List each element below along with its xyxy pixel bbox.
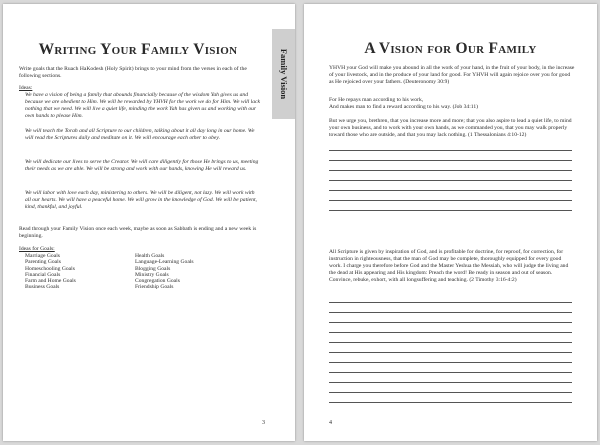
section-tab	[272, 29, 295, 119]
read-through-text: Read through your Family Vision once each week, maybe as soon as Sabbath is ending and a new week is beginning.	[19, 226, 257, 239]
left-page	[3, 4, 295, 441]
intro-text: Write goals that the Ruach HaKodesh (Holy Spirit) brings to your mind from the verses in each of the following sections.	[19, 66, 247, 79]
idea-paragraph: We will teach the Torah and all Scripture to our children, talking about it all day long in our home. We will read the Scriptures daily and meditate on it. We will encourage each other to obey.	[25, 128, 255, 141]
goal-item: Blogging Goals	[135, 265, 171, 272]
verse-text: All Scripture is given by inspiration of God, and is profitable for doctrine, for reproof, for correction, for instruction in righteousness, that the man of God may be complete, thoroughly equipped for every good work. I charge you therefore before God and the Master Yeshua the Messiah, who will judge the living and the dead at His appearing and His kingdom: Preach the word! Be ready in season and out of season. Convince, rebuke, exhort, with all longsuffering and teaching. (2 Timothy 3:16-4:2)	[329, 249, 569, 283]
writing-line	[329, 352, 572, 353]
goal-item: Congregation Goals	[135, 278, 180, 285]
writing-line	[329, 170, 572, 171]
writing-line	[329, 190, 572, 191]
writing-line	[329, 362, 572, 363]
goal-item: Business Goals	[25, 284, 60, 291]
right-page	[304, 4, 597, 441]
writing-line	[329, 160, 572, 161]
writing-line	[329, 382, 572, 383]
writing-line	[329, 312, 572, 313]
goal-item: Parenting Goals	[25, 259, 61, 266]
goal-item: Homeschooling Goals	[25, 265, 75, 272]
writing-line	[329, 200, 572, 201]
writing-line	[329, 392, 572, 393]
goal-item: Marriage Goals	[25, 253, 60, 259]
writing-line	[329, 342, 572, 343]
verse-text: YHVH your God will make you abound in all the work of your hand, in the fruit of your body, in the increase of your livestock, and in the produce of your land for good. For YHVH will again rejoice over you for good as He rejoiced over your fathers. (Deuteronomy 30:9)	[329, 65, 575, 85]
verse-line: And makes man to find a reward according to his way. (Job 34:11)	[329, 104, 479, 110]
goal-item: Friendship Goals	[135, 284, 174, 291]
idea-paragraph: We will labor with love each day, ministering to others. We will be diligent, not lazy. We will work with all our hearts. We will have a peaceful home. We will grow in the knowledge of God. We will be patient, kind, thankful, and joyful.	[25, 190, 257, 210]
idea-paragraph: We will dedicate our lives to serve the Creator. We will care diligently for those He brings to us, meeting their needs as we are able. We will be strong and work with our hands, knowing He will reward us.	[25, 159, 259, 172]
page-number: 3	[262, 420, 265, 426]
writing-line	[329, 372, 572, 373]
goals-heading: Ideas for Goals:	[19, 246, 55, 252]
page-title: Writing Your Family Vision	[38, 41, 238, 58]
writing-line	[329, 150, 572, 151]
goal-item: Financial Goals	[25, 271, 61, 278]
goals-list-1	[25, 253, 76, 291]
writing-line	[329, 302, 572, 303]
writing-line	[329, 210, 572, 211]
goals-list-2	[135, 253, 194, 291]
writing-line	[329, 332, 572, 333]
verse-line: For He repays man according to his work,	[329, 97, 424, 103]
idea-paragraph: We have a vision of being a family that abounds financially because of the wisdom Yah gives us and because we are obedient to Him. We will be rewarded by YHVH for the work we do for Him. We will lack nothing that we need. We will live a quiet life, minding the work Yah has given us and working with our own hands to please Him.	[25, 92, 260, 119]
goal-item: Ministry Goals	[135, 271, 169, 278]
page-number: 4	[329, 420, 332, 426]
writing-line	[329, 180, 572, 181]
section-tab-label: Family Vision	[278, 48, 289, 100]
goal-item: Farm and Home Goals	[25, 278, 76, 285]
goal-item: Language-Learning Goals	[135, 259, 194, 266]
goal-item: Health Goals	[135, 253, 165, 259]
page-title: A Vision for Our Family	[364, 40, 537, 57]
verse-text: But we urge you, brethren, that you increase more and more; that you also aspire to lead a quiet life, to mind your own business, and to work with your own hands, as we commanded you, that you may walk properly toward those who are outside, and that you may lack nothing. (1 Thessalonians 4:10-12)	[329, 118, 572, 138]
writing-line	[329, 322, 572, 323]
ideas-heading: Ideas:	[19, 85, 33, 91]
writing-line	[329, 402, 572, 403]
